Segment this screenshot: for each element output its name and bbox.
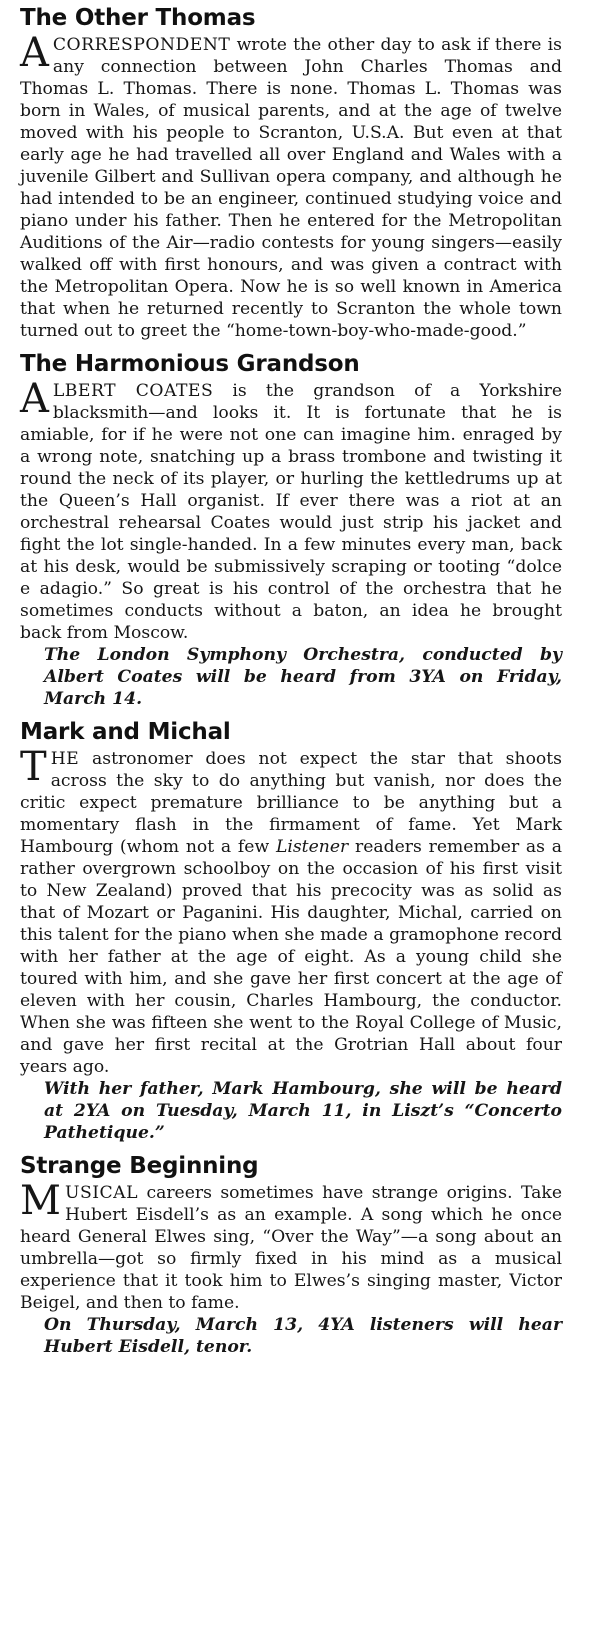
article-heading: The Harmonious Grandson xyxy=(20,351,360,377)
article-heading: Mark and Michal xyxy=(20,719,231,745)
article-heading: Strange Beginning xyxy=(20,1153,259,1179)
article-strange-beginning xyxy=(20,1152,562,1358)
body-text: astronomer does not expect the star that shoots across the sky to do anything but vanish, nor does the critic expect premature brilliance to be anything but a momentary flash in the firmament of fame. Yet Mark Hambourg (whom not a few xyxy=(20,749,562,857)
broadcast-note: With her father, Mark Hambourg, she will be heard at 2YA on Tuesday, March 11, in Liszt’s “Concerto Pathetique.” xyxy=(44,1079,562,1143)
publication-name: Listener xyxy=(275,837,349,857)
lead-in: LBERT COATES xyxy=(52,381,214,401)
broadcast-note: The London Symphony Orchestra, conducted by Albert Coates will be heard from 3YA on Friday, March 14. xyxy=(44,645,562,709)
body-text: is the grandson of a Yorkshire blacksmith—and looks it. It is fortunate that he is amiable, for if he were not one can imagine him. enraged by a wrong note, snatching up a brass trombone and twisting it round the neck of its player, or hurling the kettledrums up at the Queen’s Hall organist. If ever there was a riot at an orchestral rehearsal Coates would just strip his jacket and fight the lot single-handed. In a few minutes every man, back at his desk, would be submissively scraping or tooting “dolce e adagio.” So great is his control of the orchestra that he sometimes conducts without a baton, an idea he brought back from Moscow. xyxy=(20,381,562,643)
broadcast-note: On Thursday, March 13, 4YA listeners will hear Hubert Eisdell, tenor. xyxy=(44,1315,562,1357)
body-text: wrote the other day to ask if there is any connection between John Charles Thomas and Thomas L. Thomas. There is none. Thomas L. Thomas was born in Wales, of musical parents, and at the age of twelve moved with his people to Scranton, U.S.A. But even at that early age he had travelled all over England and Wales with a juvenile Gilbert and Sullivan opera company, and although he had intended to be an engineer, continued studying voice and piano under his father. Then he entered for the Metropolitan Auditions of the Air—radio contests for young singers—easily walked off with first honours, and was given a contract with the Metropolitan Opera. Now he is so well known in America that when he returned recently to Scranton the whole town turned out to greet the “home-town-boy-who-made-good.” xyxy=(20,35,562,341)
body-text: readers remember as a rather overgrown schoolboy on the occasion of his first visit to New Zealand) proved that his precocity was as solid as that of Mozart or Paganini. His daughter, Michal, carried on this talent for the piano when she made a gramophone record with her father at the age of eight. As a young child she toured with him, and she gave her first concert at the age of eleven with her cousin, Charles Hambourg, the conductor. When she was fifteen she went to the Royal College of Music, and gave her first recital at the Grotrian Hall about four years ago. xyxy=(20,837,563,1077)
article-mark-and-michal xyxy=(20,718,562,1144)
drop-cap: T xyxy=(20,744,47,790)
article-body xyxy=(20,376,562,644)
article-heading: The Other Thomas xyxy=(20,5,256,31)
body-text: careers sometimes have strange origins. Take Hubert Eisdell’s as an example. A song which he once heard General Elwes sing, “Over the Way”—a song about an umbrella—got so firmly fixed in his mind as a musical experience that it took him to Elwes’s singing master, Victor Beigel, and then to fame. xyxy=(20,1183,562,1313)
lead-in: USICAL xyxy=(64,1183,138,1203)
lead-in: HE xyxy=(50,749,80,769)
article-body xyxy=(20,744,563,1078)
article-other-thomas xyxy=(20,4,562,342)
article-harmonious-grandson xyxy=(20,350,562,710)
drop-cap: M xyxy=(20,1178,61,1224)
drop-cap: A xyxy=(20,376,49,422)
article-body xyxy=(20,1178,562,1314)
lead-in: CORRESPONDENT xyxy=(52,35,231,55)
article-body xyxy=(20,30,562,342)
drop-cap: A xyxy=(20,30,49,76)
